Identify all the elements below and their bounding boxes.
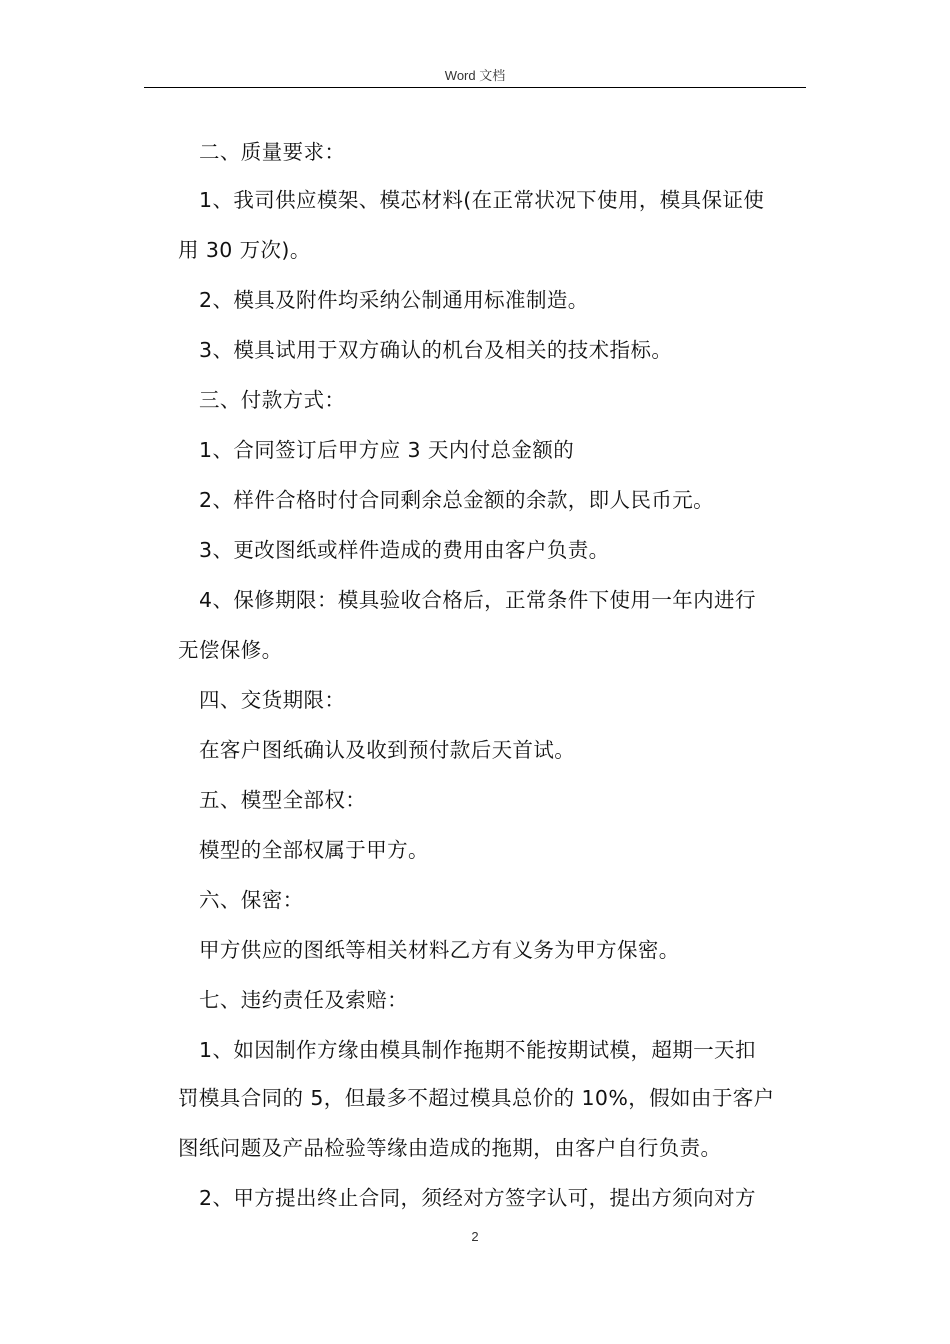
paragraph-line: 2、模具及附件均采纳公制通用标准制造。 [199, 288, 589, 312]
paragraph-line: 模型的全部权属于甲方。 [199, 838, 429, 862]
paragraph-line: 3、更改图纸或样件造成的费用由客户负责。 [199, 538, 610, 562]
paragraph-line: 图纸问题及产品检验等缘由造成的拖期，由客户自行负责。 [178, 1136, 722, 1160]
paragraph-line: 用 30 万次)。 [178, 238, 311, 262]
section-heading-liability: 七、违约责任及索赔： [199, 988, 408, 1012]
section-heading-confidentiality: 六、保密： [199, 888, 304, 912]
paragraph-line: 1、如因制作方缘由模具制作拖期不能按期试模，超期一天扣 [199, 1038, 756, 1062]
section-heading-ownership: 五、模型全部权： [199, 788, 367, 812]
paragraph-line: 罚模具合同的 5，但最多不超过模具总价的 10%，假如由于客户 [178, 1086, 775, 1110]
document-header-title: Word 文档 [444, 68, 506, 83]
paragraph-line: 在客户图纸确认及收到预付款后天首试。 [199, 738, 576, 762]
paragraph-line: 1、合同签订后甲方应 3 天内付总金额的 [199, 438, 575, 462]
paragraph-line: 甲方供应的图纸等相关材料乙方有义务为甲方保密。 [199, 938, 680, 962]
section-heading-payment: 三、付款方式： [199, 388, 346, 412]
section-heading-delivery: 四、交货期限： [199, 688, 346, 712]
paragraph-line: 2、甲方提出终止合同，须经对方签字认可，提出方须向对方 [199, 1186, 756, 1210]
paragraph-line: 无偿保修。 [178, 638, 283, 662]
paragraph-line: 2、样件合格时付合同剩余总金额的余款，即人民币元。 [199, 488, 715, 512]
header-divider [144, 87, 806, 88]
paragraph-line: 3、模具试用于双方确认的机台及相关的技术指标。 [199, 338, 673, 362]
page-number: 2 [471, 1229, 479, 1244]
paragraph-line: 4、保修期限：模具验收合格后，正常条件下使用一年内进行 [199, 588, 756, 612]
section-heading-quality: 二、质量要求： [199, 140, 346, 164]
paragraph-line: 1、我司供应模架、模芯材料(在正常状况下使用，模具保证使 [199, 188, 765, 212]
